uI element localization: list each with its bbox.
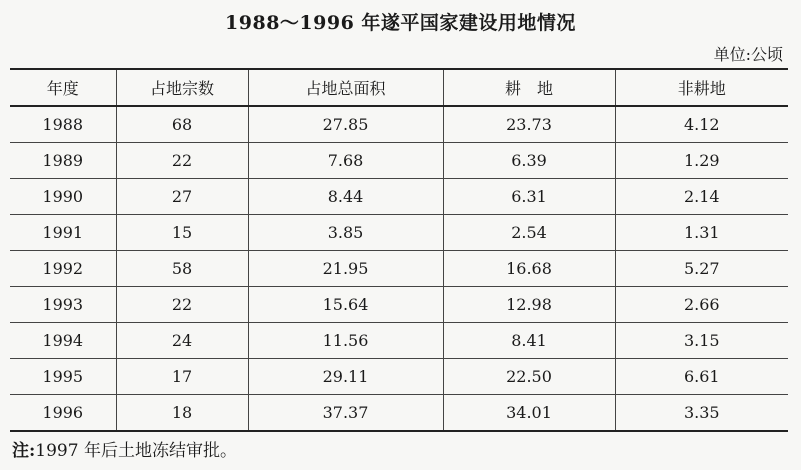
cell-count: 58 xyxy=(116,251,248,287)
cell-count: 22 xyxy=(116,143,248,179)
cell-total-area: 3.85 xyxy=(248,215,443,251)
cell-cultivated: 8.41 xyxy=(443,323,615,359)
header-total-area: 占地总面积 xyxy=(248,69,443,106)
cell-year: 1991 xyxy=(10,215,116,251)
table-title: 1988～1996 年遂平国家建设用地情况 xyxy=(225,12,576,34)
cell-count: 27 xyxy=(116,179,248,215)
cell-cultivated: 6.31 xyxy=(443,179,615,215)
header-cultivated: 耕 地 xyxy=(443,69,615,106)
table-row xyxy=(10,215,788,251)
cell-year: 1995 xyxy=(10,359,116,395)
cell-non-cultivated: 1.31 xyxy=(615,215,788,251)
cell-total-area: 7.68 xyxy=(248,143,443,179)
cell-total-area: 37.37 xyxy=(248,395,443,432)
cell-non-cultivated: 6.61 xyxy=(615,359,788,395)
cell-total-area: 27.85 xyxy=(248,106,443,143)
cell-total-area: 11.56 xyxy=(248,323,443,359)
cell-cultivated: 23.73 xyxy=(443,106,615,143)
cell-cultivated: 12.98 xyxy=(443,287,615,323)
cell-cultivated: 6.39 xyxy=(443,143,615,179)
cell-cultivated: 22.50 xyxy=(443,359,615,395)
cell-total-area: 15.64 xyxy=(248,287,443,323)
cell-total-area: 8.44 xyxy=(248,179,443,215)
header-non-cultivated: 非耕地 xyxy=(615,69,788,106)
unit-label: 单位:公顷 xyxy=(713,45,783,64)
cell-non-cultivated: 1.29 xyxy=(615,143,788,179)
table-row xyxy=(10,395,788,432)
footnote xyxy=(12,436,237,461)
cell-total-area: 29.11 xyxy=(248,359,443,395)
cell-cultivated: 2.54 xyxy=(443,215,615,251)
table-row xyxy=(10,359,788,395)
cell-count: 22 xyxy=(116,287,248,323)
table-row xyxy=(10,179,788,215)
cell-cultivated: 16.68 xyxy=(443,251,615,287)
header-year: 年度 xyxy=(10,69,116,106)
cell-count: 15 xyxy=(116,215,248,251)
table-row xyxy=(10,323,788,359)
cell-count: 24 xyxy=(116,323,248,359)
cell-year: 1988 xyxy=(10,106,116,143)
cell-non-cultivated: 3.35 xyxy=(615,395,788,432)
table-row xyxy=(10,251,788,287)
cell-year: 1994 xyxy=(10,323,116,359)
table-row xyxy=(10,143,788,179)
cell-year: 1992 xyxy=(10,251,116,287)
cell-year: 1993 xyxy=(10,287,116,323)
cell-year: 1990 xyxy=(10,179,116,215)
cell-non-cultivated: 5.27 xyxy=(615,251,788,287)
header-count: 占地宗数 xyxy=(116,69,248,106)
footnote-text: 1997 年后土地冻结审批。 xyxy=(35,441,237,461)
cell-count: 68 xyxy=(116,106,248,143)
cell-count: 18 xyxy=(116,395,248,432)
cell-cultivated: 34.01 xyxy=(443,395,615,432)
land-use-table xyxy=(10,68,788,432)
cell-year: 1996 xyxy=(10,395,116,432)
cell-non-cultivated: 4.12 xyxy=(615,106,788,143)
cell-non-cultivated: 2.66 xyxy=(615,287,788,323)
cell-non-cultivated: 2.14 xyxy=(615,179,788,215)
footnote-label: 注: xyxy=(12,441,36,461)
cell-non-cultivated: 3.15 xyxy=(615,323,788,359)
header-row xyxy=(10,69,788,106)
table-row xyxy=(10,287,788,323)
cell-total-area: 21.95 xyxy=(248,251,443,287)
cell-count: 17 xyxy=(116,359,248,395)
table-row xyxy=(10,106,788,143)
cell-year: 1989 xyxy=(10,143,116,179)
